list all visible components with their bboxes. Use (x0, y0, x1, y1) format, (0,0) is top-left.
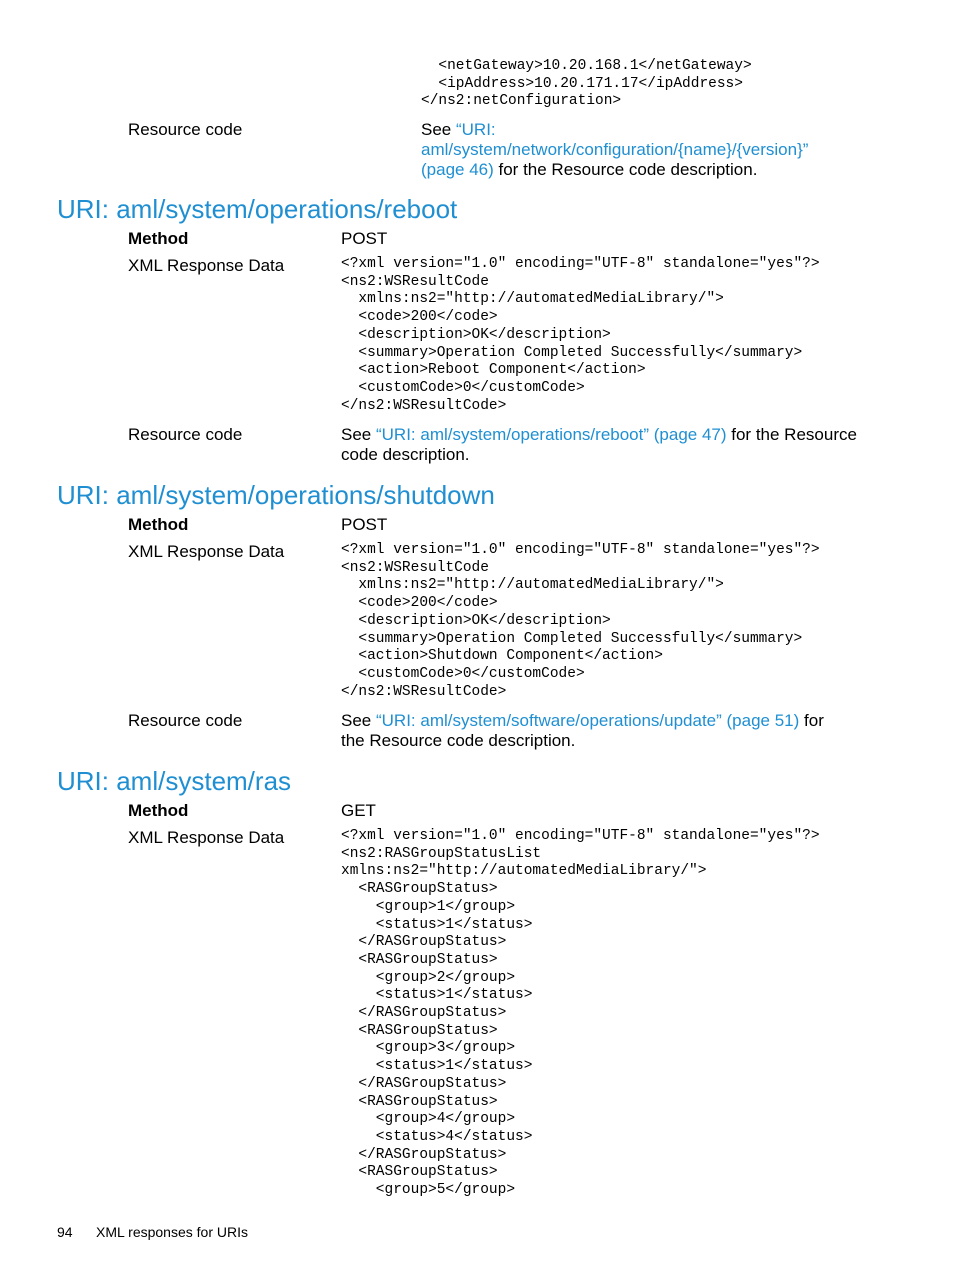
reboot-resource-link[interactable]: “URI: aml/system/operations/reboot” (page 47) (375, 425, 727, 444)
top-resource-text: See “URI: aml/system/network/configuration/{name}/{version}” (page 46) for the Resource code description. (421, 120, 809, 179)
heading-ras: URI: aml/system/ras (57, 766, 292, 796)
ras-method-label: Method (128, 801, 189, 820)
top-code-block: <netGateway>10.20.168.1</netGateway> <ipAddress>10.20.171.17</ipAddress> </ns2:netConfiguration> (421, 58, 752, 110)
ras-method-value: GET (341, 801, 376, 820)
reboot-resource-label: Resource code (128, 425, 243, 444)
ras-code-block: <?xml version="1.0" encoding="UTF-8" standalone="yes"?> <ns2:RASGroupStatusList xmlns:ns2="http://automatedMediaLibrary/"> <RASGroupStatus> <group>1</group> <status>1</status> </RASGroupStatus> <RASGroupStatus> <group>2</group> <status>1</status> </RASGroupStatus> <RASGroupStatus> <group>3</group> <status>1</status> </RASGroupStatus> <RASGroupStatus> <group>4</group> <status>4</status> </RASGroupStatus> <RASGroupStatus> <group>5</group> (341, 828, 820, 1199)
shutdown-xml-label: XML Response Data (128, 542, 285, 561)
shutdown-resource-link[interactable]: “URI: aml/system/software/operations/update” (page 51) (375, 711, 800, 730)
reboot-code-block: <?xml version="1.0" encoding="UTF-8" standalone="yes"?> <ns2:WSResultCode xmlns:ns2="http://automatedMediaLibrary/"> <code>200</code> <description>OK</description> <summary>Operation Completed Successfully</summary> <action>Reboot Component</action> <customCode>0</customCode> </ns2:WSResultCode> (341, 256, 820, 414)
page-number: 94 (57, 1224, 73, 1240)
reboot-xml-label: XML Response Data (128, 256, 285, 275)
reboot-method-label: Method (128, 229, 189, 248)
reboot-method-value: POST (341, 229, 388, 248)
footer-section: XML responses for URIs (96, 1224, 248, 1240)
shutdown-resource-label: Resource code (128, 711, 243, 730)
reboot-resource-text: See “URI: aml/system/operations/reboot” (page 47) for the Resource code description. (341, 425, 857, 464)
heading-shutdown: URI: aml/system/operations/shutdown (57, 480, 495, 510)
top-resource-link[interactable]: “URI: aml/system/network/configuration/{name}/{version}” (page 46) (421, 120, 809, 179)
shutdown-method-label: Method (128, 515, 189, 534)
top-resource-label: Resource code (128, 120, 243, 139)
ras-xml-label: XML Response Data (128, 828, 285, 847)
shutdown-code-block: <?xml version="1.0" encoding="UTF-8" standalone="yes"?> <ns2:WSResultCode xmlns:ns2="http://automatedMediaLibrary/"> <code>200</code> <description>OK</description> <summary>Operation Completed Successfully</summary> <action>Shutdown Component</action> <customCode>0</customCode> </ns2:WSResultCode> (341, 542, 820, 700)
shutdown-resource-text: See “URI: aml/system/software/operations/update” (page 51) for the Resource code description. (341, 711, 824, 750)
shutdown-method-value: POST (341, 515, 388, 534)
heading-reboot: URI: aml/system/operations/reboot (57, 194, 458, 224)
